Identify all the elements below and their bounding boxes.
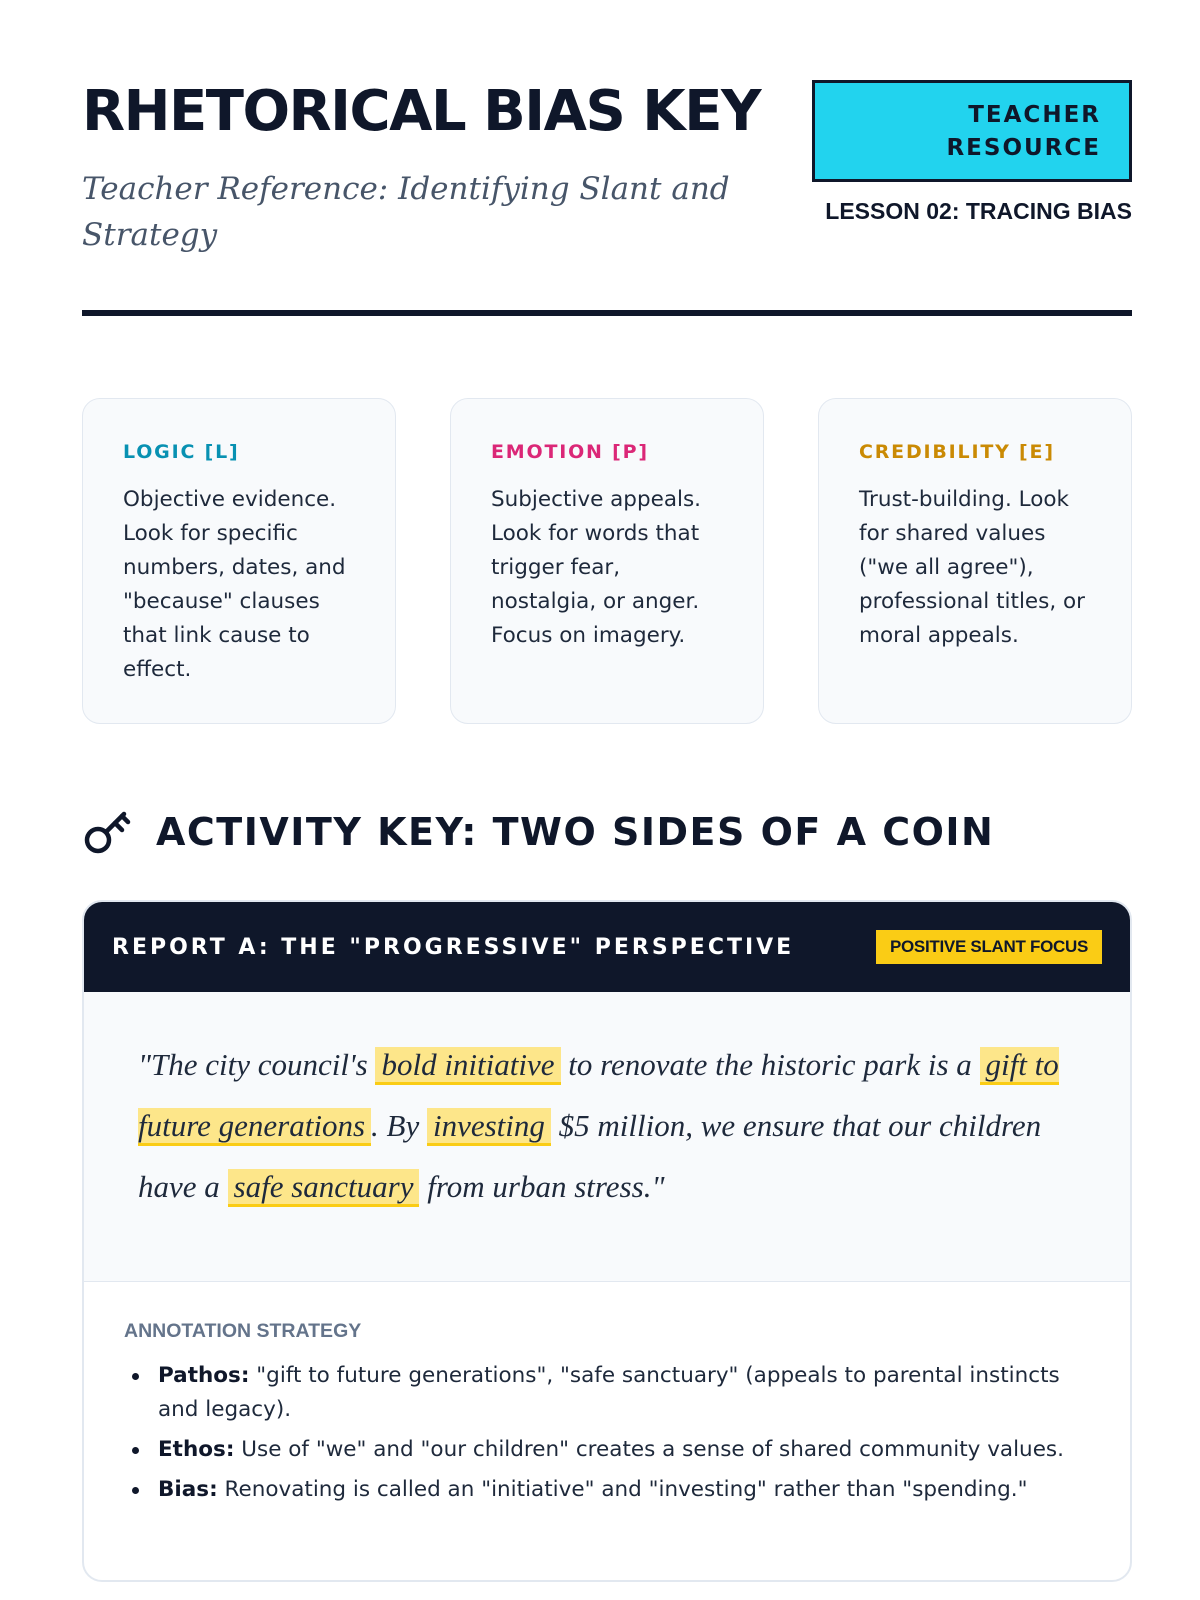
quote-text: from urban stress." xyxy=(419,1169,665,1204)
report-title: REPORT A: THE "PROGRESSIVE" PERSPECTIVE xyxy=(112,934,795,960)
list-item xyxy=(124,1433,1090,1467)
list-item xyxy=(124,1359,1090,1427)
badge-label: TEACHER RESOURCE xyxy=(946,102,1101,161)
card-text: Objective evidence. Look for specific numbers, dates, and "because" clauses that link cause to effect. xyxy=(123,487,346,682)
card-emotion xyxy=(450,398,764,724)
note-label: Ethos: xyxy=(158,1437,235,1462)
report-card xyxy=(82,900,1132,1582)
note-label: Bias: xyxy=(158,1477,218,1502)
section-title: ACTIVITY KEY: TWO SIDES OF A COIN xyxy=(156,810,995,854)
quote-text: to renovate the historic park is a xyxy=(560,1047,980,1082)
page-subtitle: Teacher Reference: Identifying Slant and Strategy xyxy=(82,171,730,253)
quote-highlight: investing xyxy=(427,1108,551,1146)
note-text: "gift to future generations", "safe sanctuary" (appeals to parental instincts and legacy). xyxy=(158,1363,1060,1422)
note-text: Renovating is called an "initiative" and "investing" rather than "spending." xyxy=(217,1477,1028,1502)
card-text: Trust-building. Look for shared values ("we all agree"), professional titles, or moral appeals. xyxy=(859,487,1086,648)
card-credibility xyxy=(818,398,1132,724)
quote-highlight: bold initiative xyxy=(375,1047,560,1085)
quote-box xyxy=(84,992,1130,1282)
quote-highlight: gift to future generations xyxy=(138,1047,1059,1146)
page-header xyxy=(82,80,1132,312)
header-divider xyxy=(82,310,1132,316)
card-label: CREDIBILITY [E] xyxy=(859,441,1055,463)
list-item xyxy=(124,1473,1090,1507)
card-logic xyxy=(82,398,396,724)
annotation-strategy xyxy=(84,1282,1130,1507)
quote-highlight: safe sanctuary xyxy=(228,1169,420,1207)
key-icon xyxy=(82,806,134,858)
note-text: Use of "we" and "our children" creates a sense of shared community values. xyxy=(234,1437,1064,1462)
annotation-list xyxy=(124,1359,1090,1507)
appeal-cards xyxy=(82,398,1132,724)
report-header xyxy=(84,902,1130,992)
teacher-resource-badge xyxy=(812,80,1132,182)
quote-text: "The city council's xyxy=(138,1047,376,1082)
annotation-heading: ANNOTATION STRATEGY xyxy=(124,1320,362,1342)
note-label: Pathos: xyxy=(158,1363,250,1388)
quote-text: . By xyxy=(371,1108,427,1143)
card-label: EMOTION [P] xyxy=(491,441,649,463)
report-quote xyxy=(138,1034,1078,1217)
card-text: Subjective appeals. Look for words that trigger fear, nostalgia, or anger. Focus on imagery. xyxy=(491,487,702,648)
section-heading xyxy=(82,804,994,860)
card-label: LOGIC [L] xyxy=(123,441,240,463)
page-title: RHETORICAL BIAS KEY xyxy=(82,79,761,144)
lesson-label: LESSON 02: TRACING BIAS xyxy=(825,198,1132,224)
quote-text: $5 million, we ensure that our children have a xyxy=(138,1108,1042,1204)
slant-tag: POSITIVE SLANT FOCUS xyxy=(876,930,1102,964)
